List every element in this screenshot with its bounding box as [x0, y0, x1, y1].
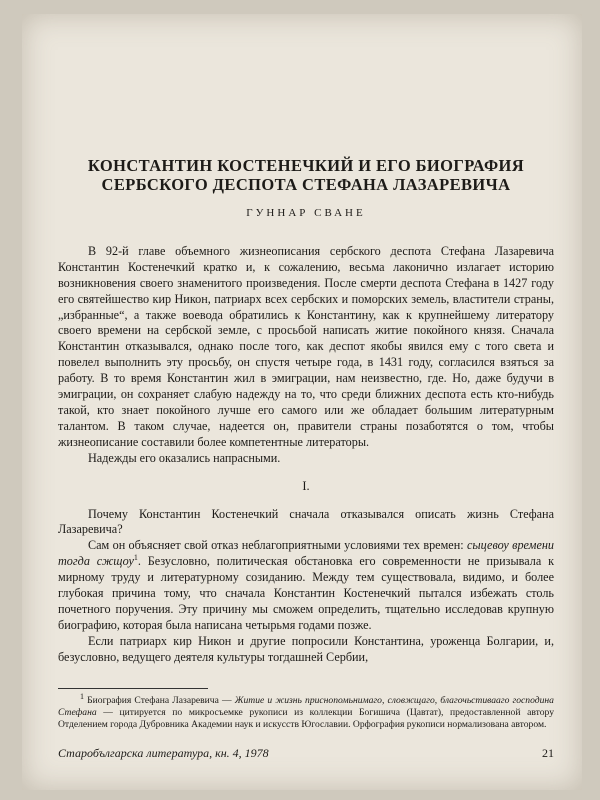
old-slavonic-quote: сыцевоу времени тогда сжщоу [58, 538, 554, 569]
continuation-paragraph: Если патриарх кир Никон и другие попросили Константина, уроженца Болгарии, и, безусловно, ведущего деятеля культуры тогдашней Сербии, [58, 633, 554, 664]
question-paragraph: Почему Константин Костенечкий сначала отказывался описать жизнь Стефана Лазаревича? [58, 506, 554, 537]
title-line-2: СЕРБСКОГО ДЕСПОТА СТЕФАНА ЛАЗАРЕВИЧА [101, 175, 511, 194]
journal-citation: Старобългарска литература, кн. 4, 1978 [58, 746, 269, 760]
document-page [22, 14, 582, 790]
section-heading: I. [302, 478, 310, 493]
page-footer [58, 746, 554, 761]
explanation-text-start: Сам он объясняет свой отказ неблагоприятными условиями тех времен: [88, 538, 464, 553]
footnote-divider [58, 688, 208, 689]
footnote-reference[interactable]: 1 [133, 553, 138, 563]
footnote-text-end: — цитируется по микросъемке рукописи из коллекции Богишича (Цавтат), предоставленной автору Отделением города Дубровника Академии наук и искусств Югославии. Орфография рукописи нормализована автором. [58, 706, 554, 731]
footnote [58, 691, 554, 732]
article-title [58, 156, 554, 194]
footnote-italic-title: Житие и жизнь приснопомьнимаго, словжщаго, благочьстивааго господина Стефана [58, 694, 554, 718]
explanation-paragraph [58, 538, 554, 633]
hopes-paragraph: Надежды его оказались напрасными. [88, 450, 281, 465]
title-line-1: КОНСТАНТИН КОСТЕНЕЧКИЙ И ЕГО БИОГРАФИЯ [87, 156, 525, 175]
article-body [58, 156, 554, 731]
author-name: ГУННАР СВАНЕ [246, 207, 366, 219]
footnote-marker: 1 [80, 691, 84, 701]
footnote-text-start: Биография Стефана Лазаревича — [87, 694, 232, 706]
page-number: 21 [542, 746, 554, 760]
intro-paragraph: В 92-й главе объемного жизнеописания сербского деспота Стефана Лазаревича Константин Костенечкий кратко и, к сожалению, весьма лаконично излагает историю возникновения своего знаменитого произведения. После смерти деспота Стефана в 1427 году его святейшество кир Никон, патриарх всех сербских и поморских земель, властители страны, „избранные“, а также воевода обратились к Константину, как к крупнейшему литератору своего времени на сербской земле, с просьбой написать житие покойного князя. Сначала Константин отказывался, однако после того, как деспот якобы явился ему с того света и повелел выполнить эту просьбу, он спустя четыре года, в 1431 году, согласился взяться за работу. В то время Константин жил в эмиграции, нам неизвестно, где. Но, даже будучи в эмиграции, он сохраняет слабую надежду на то, что среди ближних деспота есть кто-нибудь такой, кто знает покойного лучше его самого или же обладает большим литературным талантом. В таком случае, надеется он, правители страны позаботятся о том, чтобы жизнеописание составили более компетентные литераторы. [58, 243, 554, 449]
explanation-text-end: . Безусловно, политическая обстановка его современности не призывала к мирному труду и литературному созиданию. Между тем существовала, видимо, и более глубокая причина тому, что сначала Константин Костенечкий пытался избежать столь почетного поручения. Эту причину мы сможем определить, тщательно исследовав крупную биографию, которая была написана четырьмя годами позже. [58, 554, 554, 632]
